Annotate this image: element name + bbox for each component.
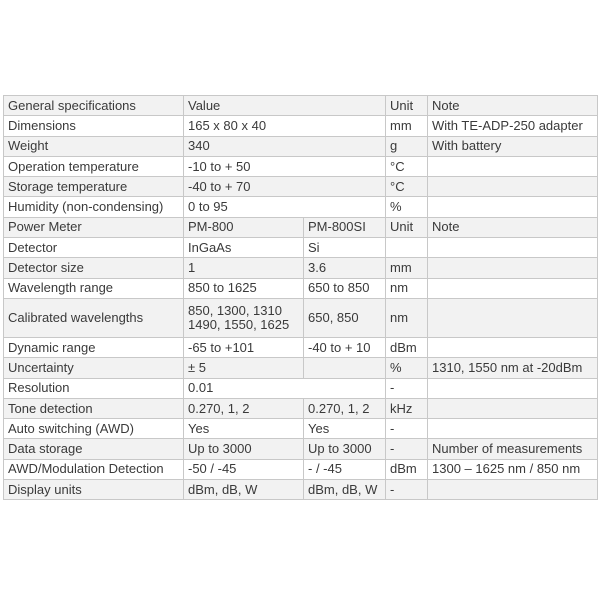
note-cell [428, 278, 598, 298]
value-cell: -40 to + 70 [184, 177, 386, 197]
table-row [4, 238, 598, 258]
value-cell-secondary: 0.270, 1, 2 [304, 398, 386, 418]
parameter-cell: Resolution [4, 378, 184, 398]
unit-cell: mm [386, 116, 428, 136]
value-cell: 0.01 [184, 378, 386, 398]
table-row [4, 398, 598, 418]
table-row [4, 278, 598, 298]
parameter-cell: Storage temperature [4, 177, 184, 197]
table-row [4, 156, 598, 176]
unit-cell: - [386, 480, 428, 500]
unit-cell: dBm [386, 337, 428, 357]
table-row [4, 217, 598, 237]
note-cell [428, 419, 598, 439]
value-cell-secondary [304, 358, 386, 378]
spec-table-container [3, 95, 598, 500]
note-cell: Number of measurements [428, 439, 598, 459]
parameter-cell: Detector [4, 238, 184, 258]
unit-cell: Unit [386, 96, 428, 116]
note-cell [428, 480, 598, 500]
value-cell-secondary: 3.6 [304, 258, 386, 278]
table-row [4, 480, 598, 500]
table-row [4, 419, 598, 439]
note-cell [428, 378, 598, 398]
note-cell [428, 177, 598, 197]
unit-cell: - [386, 378, 428, 398]
unit-cell: - [386, 439, 428, 459]
parameter-cell: General specifications [4, 96, 184, 116]
value-cell [184, 298, 304, 337]
value-cell: 1 [184, 258, 304, 278]
note-cell [428, 258, 598, 278]
value-cell-secondary: Yes [304, 419, 386, 439]
unit-cell: kHz [386, 398, 428, 418]
unit-cell: Unit [386, 217, 428, 237]
unit-cell: - [386, 419, 428, 439]
parameter-cell: Display units [4, 480, 184, 500]
unit-cell: % [386, 197, 428, 217]
table-row [4, 358, 598, 378]
parameter-cell: Data storage [4, 439, 184, 459]
value-line: 1490, 1550, 1625 [188, 316, 290, 332]
value-cell-secondary: Up to 3000 [304, 439, 386, 459]
value-cell: Value [184, 96, 386, 116]
value-cell: ± 5 [184, 358, 304, 378]
note-cell: 1310, 1550 nm at -20dBm [428, 358, 598, 378]
parameter-cell: Uncertainty [4, 358, 184, 378]
unit-cell [386, 238, 428, 258]
value-cell: InGaAs [184, 238, 304, 258]
value-cell: -65 to +101 [184, 337, 304, 357]
parameter-cell: Dynamic range [4, 337, 184, 357]
unit-cell: g [386, 136, 428, 156]
table-row [4, 298, 598, 337]
table-row [4, 136, 598, 156]
value-cell-secondary: - / -45 [304, 459, 386, 479]
parameter-cell: Wavelength range [4, 278, 184, 298]
table-row [4, 258, 598, 278]
note-cell: With TE-ADP-250 adapter [428, 116, 598, 136]
note-cell [428, 238, 598, 258]
table-row [4, 177, 598, 197]
table-row [4, 116, 598, 136]
parameter-cell: Weight [4, 136, 184, 156]
unit-cell: % [386, 358, 428, 378]
parameter-cell: Humidity (non-condensing) [4, 197, 184, 217]
value-cell: -10 to + 50 [184, 156, 386, 176]
table-row [4, 337, 598, 357]
value-cell-secondary: -40 to + 10 [304, 337, 386, 357]
note-cell [428, 156, 598, 176]
value-cell-secondary: 650 to 850 [304, 278, 386, 298]
value-cell: 850 to 1625 [184, 278, 304, 298]
note-cell [428, 298, 598, 337]
unit-cell: mm [386, 258, 428, 278]
table-row [4, 96, 598, 116]
parameter-cell: Power Meter [4, 217, 184, 237]
value-cell: 0 to 95 [184, 197, 386, 217]
table-row [4, 439, 598, 459]
note-cell [428, 337, 598, 357]
unit-cell: °C [386, 177, 428, 197]
unit-cell: nm [386, 298, 428, 337]
value-line: 850, 1300, 1310 [188, 302, 282, 318]
table-row [4, 459, 598, 479]
parameter-cell: Detector size [4, 258, 184, 278]
unit-cell: nm [386, 278, 428, 298]
value-cell-secondary: dBm, dB, W [304, 480, 386, 500]
value-cell: dBm, dB, W [184, 480, 304, 500]
value-cell: 340 [184, 136, 386, 156]
table-row [4, 378, 598, 398]
parameter-cell: Tone detection [4, 398, 184, 418]
value-cell-secondary: 650, 850 [304, 298, 386, 337]
parameter-cell: AWD/Modulation Detection [4, 459, 184, 479]
note-cell: Note [428, 217, 598, 237]
value-cell-secondary: PM-800SI [304, 217, 386, 237]
note-cell: With battery [428, 136, 598, 156]
spec-table [3, 95, 598, 500]
unit-cell: dBm [386, 459, 428, 479]
note-cell [428, 197, 598, 217]
parameter-cell: Auto switching (AWD) [4, 419, 184, 439]
note-cell: 1300 – 1625 nm / 850 nm [428, 459, 598, 479]
parameter-cell: Dimensions [4, 116, 184, 136]
unit-cell: °C [386, 156, 428, 176]
note-cell: Note [428, 96, 598, 116]
value-cell: Up to 3000 [184, 439, 304, 459]
value-cell: PM-800 [184, 217, 304, 237]
table-row [4, 197, 598, 217]
spec-table-body [4, 96, 598, 500]
value-cell: 0.270, 1, 2 [184, 398, 304, 418]
value-cell: Yes [184, 419, 304, 439]
parameter-cell: Calibrated wavelengths [4, 298, 184, 337]
parameter-cell: Operation temperature [4, 156, 184, 176]
value-cell: 165 x 80 x 40 [184, 116, 386, 136]
value-cell: -50 / -45 [184, 459, 304, 479]
value-cell-secondary: Si [304, 238, 386, 258]
note-cell [428, 398, 598, 418]
